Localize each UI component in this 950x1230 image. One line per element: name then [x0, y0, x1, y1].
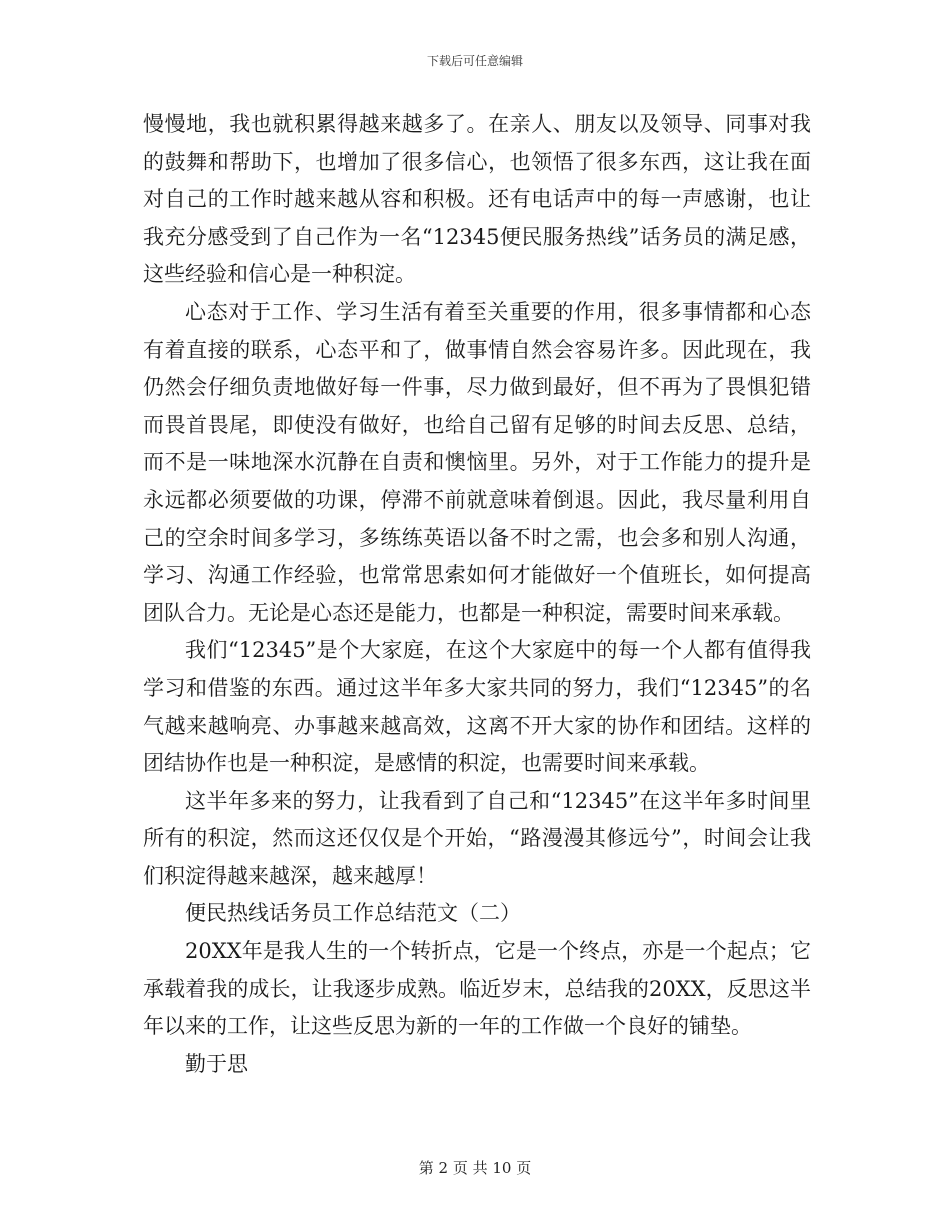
document-body	[143, 106, 811, 1083]
paragraph-continuation: 慢慢地，我也就积累得越来越多了。在亲人、朋友以及领导、同事对我的鼓舞和帮助下，也增加了很多信心，也领悟了很多东西，这让我在面对自己的工作时越来越从容和积极。还有电话声中的每一声感谢，也让我充分感受到了自己作为一名“12345便民服务热线”话务员的满足感，这些经验和信心是一种积淀。	[143, 112, 811, 287]
paragraph-year-review: 20XX年是我人生的一个转折点，它是一个终点，亦是一个起点；它承载着我的成长，让我逐步成熟。临近岁末，总结我的20XX，反思这半年以来的工作，让这些反思为新的一年的工作做一个良好的铺垫。	[143, 939, 811, 1039]
paragraph-mindset: 心态对于工作、学习生活有着至关重要的作用，很多事情都和心态有着直接的联系，心态平和了，做事情自然会容易许多。因此现在，我仍然会仔细负责地做好每一件事，尽力做到最好，但不再为了畏惧犯错而畏首畏尾，即使没有做好，也给自己留有足够的时间去反思、总结，而不是一味地深水沉静在自责和懊恼里。另外，对于工作能力的提升是永远都必须要做的功课，停滞不前就意味着倒退。因此，我尽量利用自己的空余时间多学习，多练练英语以备不时之需，也会多和别人沟通，学习、沟通工作经验，也常常思索如何才能做好一个值班长，如何提高团队合力。无论是心态还是能力，也都是一种积淀，需要时间来承载。	[143, 299, 811, 625]
page-header-note: 下载后可任意编辑	[426, 54, 523, 68]
paragraph-team: 我们“12345”是个大家庭，在这个大家庭中的每一个人都有值得我学习和借鉴的东西。通过这半年多大家共同的努力，我们“12345”的名气越来越响亮、办事越来越高效，这离不开大家的协作和团结。这样的团结协作也是一种积淀，是感情的积淀，也需要时间来承载。	[143, 638, 811, 776]
section-heading: 便民热线话务员工作总结范文（二）	[185, 901, 521, 926]
subheading-diligence: 勤于思	[185, 1051, 248, 1076]
paragraph-effort: 这半年多来的努力，让我看到了自己和“12345”在这半年多时间里所有的积淀，然而这还仅仅是个开始，“路漫漫其修远兮”，时间会让我们积淀得越来越深，越来越厚！	[143, 788, 811, 888]
page-footer-number: 第 2 页 共 10 页	[418, 1159, 532, 1177]
